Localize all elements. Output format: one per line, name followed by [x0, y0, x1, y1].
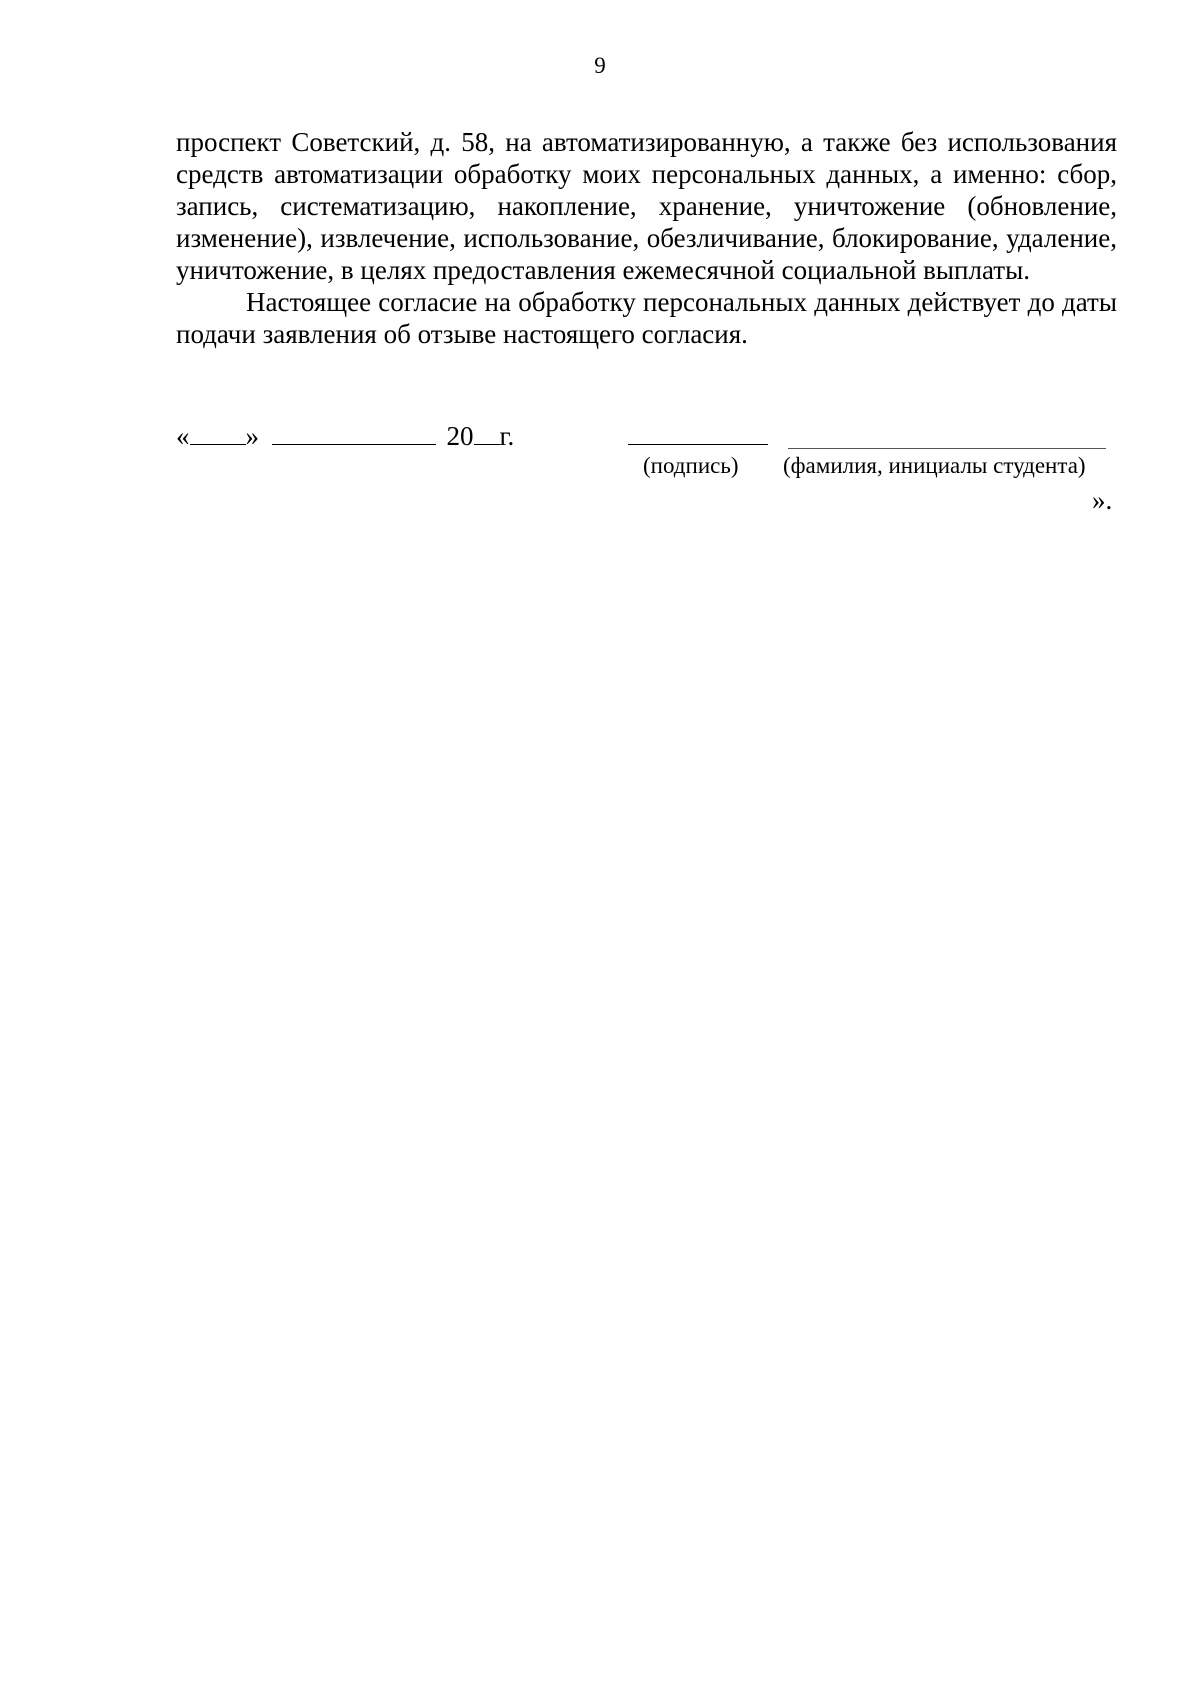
page-number: 9 [594, 53, 606, 78]
month-blank [272, 420, 436, 445]
quote-close: » [245, 421, 259, 451]
date-field [176, 420, 514, 452]
name-line [788, 448, 1106, 449]
document-body [176, 126, 1117, 350]
year-blank [474, 420, 500, 445]
signature-block [176, 420, 1117, 520]
day-blank [190, 420, 246, 445]
quote-open: « [176, 421, 190, 451]
name-caption: (фамилия, инициалы студента) [783, 453, 1086, 478]
year-suffix: г. [499, 421, 515, 451]
signature-caption: (подпись) [643, 453, 739, 478]
validity-paragraph: Настоящее согласие на обработку персональных данных действует до даты подачи заявления об отзыве настоящего согласия. [176, 287, 1117, 349]
signature-line [628, 444, 768, 445]
closing-quote: ». [1092, 485, 1113, 515]
year-prefix: 20 [446, 421, 474, 451]
consent-paragraph: проспект Советский, д. 58, на автоматизированную, а также без использования средств автоматизации обработку моих персональных данных, а именно: сбор, запись, систематизацию, накопление, хранение, уничтожение (обновление, изменение), извлечение, использование, обезличивание, блокирование, удаление, уничтожение, в целях предоставления ежемесячной социальной выплаты. [176, 127, 1117, 285]
